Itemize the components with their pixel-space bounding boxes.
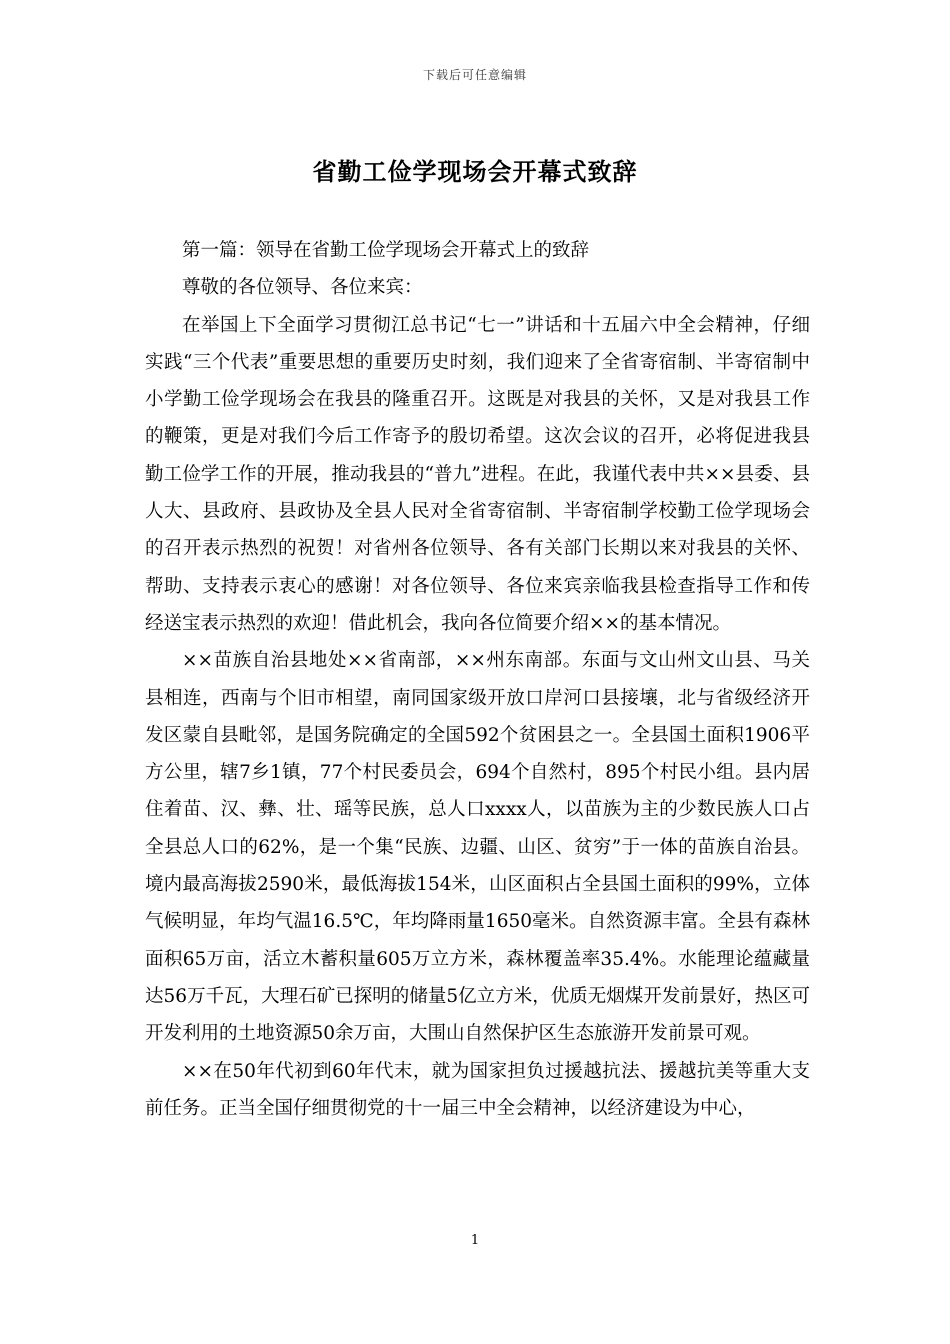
paragraph: ××在50年代初到60年代末，就为国家担负过援越抗法、援越抗美等重大支前任务。正当全国仔细贯彻党的十一届三中全会精神，以经济建设为中心，: [145, 1060, 810, 1119]
page-header-note: 下载后可任意编辑: [422, 68, 527, 82]
paragraph: ××苗族自治县地处××省南部，××州东南部。东面与文山州文山县、马关县相连，西南与个旧市相望，南同国家级开放口岸河口县接壤，北与省级经济开发区蒙自县毗邻，是国务院确定的全国592个贫困县之一。全县国土面积1906平方公里，辖7乡1镇，77个村民委员会，694个自然村，895个村民小组。县内居住着苗、汉、彝、壮、瑶等民族，总人口xxxx人，以苗族为主的少数民族人口占全县总人口的62%，是一个集“民族、边疆、山区、贫穷”于一体的苗族自治县。境内最高海拔2590米，最低海拔154米，山区面积占全县国土面积的99%，立体气候明显，年均气温16.5℃，年均降雨量1650毫米。自然资源丰富。全县有森林面积65万亩，活立木蓄积量605万立方米，森林覆盖率35.4%。水能理论蕴藏量达56万千瓦，大理石矿已探明的储量5亿立方米，优质无烟煤开发前景好，热区可开发利用的土地资源50余万亩，大围山自然保护区生态旅游开发前景可观。: [145, 650, 810, 1045]
paragraph: 在举国上下全面学习贯彻江总书记“七一”讲话和十五届六中全会精神，仔细实践“三个代表”重要思想的重要历史时刻，我们迎来了全省寄宿制、半寄宿制中小学勤工俭学现场会在我县的隆重召开。这既是对我县的关怀，又是对我县工作的鞭策，更是对我们今后工作寄予的殷切希望。这次会议的召开，必将促进我县勤工俭学工作的开展，推动我县的“普九”进程。在此，我谨代表中共××县委、县人大、县政府、县政协及全县人民对全省寄宿制、半寄宿制学校勤工俭学现场会的召开表示热烈的祝贺！对省州各位领导、各有关部门长期以来对我县的关怀、帮助、支持表示衷心的感谢！对各位领导、各位来宾亲临我县检查指导工作和传经送宝表示热烈的欢迎！借此机会，我向各位简要介绍××的基本情况。: [145, 314, 810, 634]
paragraph-section-heading: 第一篇：领导在省勤工俭学现场会开幕式上的致辞: [182, 240, 590, 261]
page-number: 1: [470, 1233, 480, 1248]
document-body: [145, 232, 810, 1127]
document-title: 省勤工俭学现场会开幕式致辞: [312, 157, 638, 186]
paragraph-salutation: 尊敬的各位领导、各位来宾：: [182, 277, 423, 299]
